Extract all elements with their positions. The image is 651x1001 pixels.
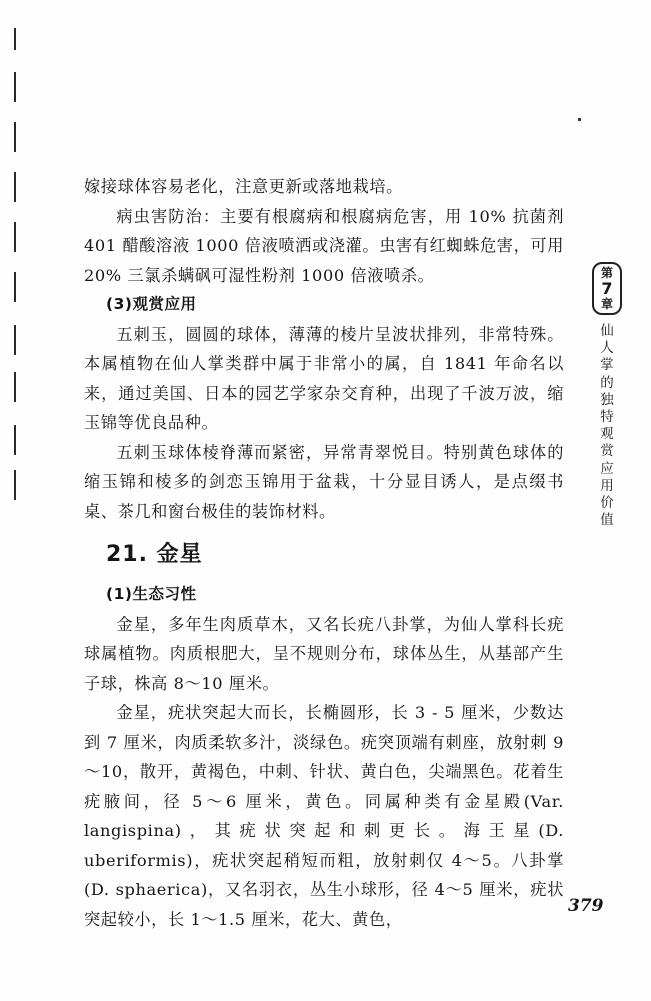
chapter-number: 7 [601, 279, 613, 298]
margin-mark [14, 372, 16, 402]
subsection-heading: (1)生态习性 [106, 585, 197, 603]
margin-mark [14, 425, 16, 455]
paragraph: 五刺玉球体棱脊薄而紧密，异常青翠悦目。特别黄色球体的缩玉锦和棱多的剑恋玉锦用于盆栽，十分显目诱人，是点缀书桌、茶几和窗台极佳的装饰材料。 [84, 442, 564, 521]
chapter-side-tab [592, 262, 622, 529]
margin-mark [14, 28, 16, 50]
chapter-title-vertical: 仙人掌的独特观赏应用价值 [600, 323, 614, 529]
section-heading: 21. 金星 [106, 542, 203, 567]
paragraph: 金星，疣状突起大而长，长椭圆形，长 3 - 5 厘米，少数达到 7 厘米，肉质柔软多汁，淡绿色。疣突顶端有刺座，放射刺 9～10，散开，黄褐色，中刺、针状、黄白色，尖端黑色。花着生疣腋间，径 5～6 厘米，黄色。同属种类有金星殿(Var. langispina)，其疣状突起和刺更长。海王星(D. uberiformis)，疣状突起稍短而粗，放射刺仅 4～5。八卦掌(D. sphaerica)，又名羽衣，丛生小球形，径 4～5 厘米，疣状突起较小，长 1～1.5 厘米，花大、黄色， [84, 703, 564, 929]
margin-mark [14, 470, 16, 500]
paragraph: 五刺玉，圆圆的球体，薄薄的棱片呈波状排列，非常特殊。本属植物在仙人掌类群中属于非常小的属，自 1841 年命名以来，通过美国、日本的园艺学家杂交育种，出现了千波万波，缩玉锦等优良品种。 [84, 324, 564, 432]
margin-mark [14, 122, 16, 152]
margin-mark [14, 172, 16, 202]
chapter-suffix: 章 [600, 297, 613, 311]
subsection-heading: (3)观赏应用 [106, 295, 197, 313]
paragraph: 病虫害防治：主要有根腐病和根腐病危害，用 10% 抗菌剂 401 醋酸溶液 1000 倍液喷洒或浇灌。虫害有红蜘蛛危害，可用 20% 三氯杀螨砜可湿性粉剂 1000 倍液喷杀。 [84, 206, 564, 285]
main-text [84, 172, 564, 934]
paragraph: 金星，多年生肉质草木，又名长疣八卦掌，为仙人掌科长疣球属植物。肉质根肥大，呈不规则分布，球体丛生，从基部产生子球，株高 8～10 厘米。 [84, 614, 564, 693]
margin-mark [14, 222, 16, 252]
chapter-badge [592, 262, 622, 315]
margin-mark [14, 272, 16, 302]
page-number: 379 [568, 896, 604, 916]
chapter-prefix: 第 [600, 266, 613, 280]
scan-speck [578, 118, 581, 121]
margin-mark [14, 325, 16, 355]
paragraph: 嫁接球体容易老化，注意更新或落地栽培。 [84, 177, 403, 196]
margin-mark [14, 72, 16, 102]
